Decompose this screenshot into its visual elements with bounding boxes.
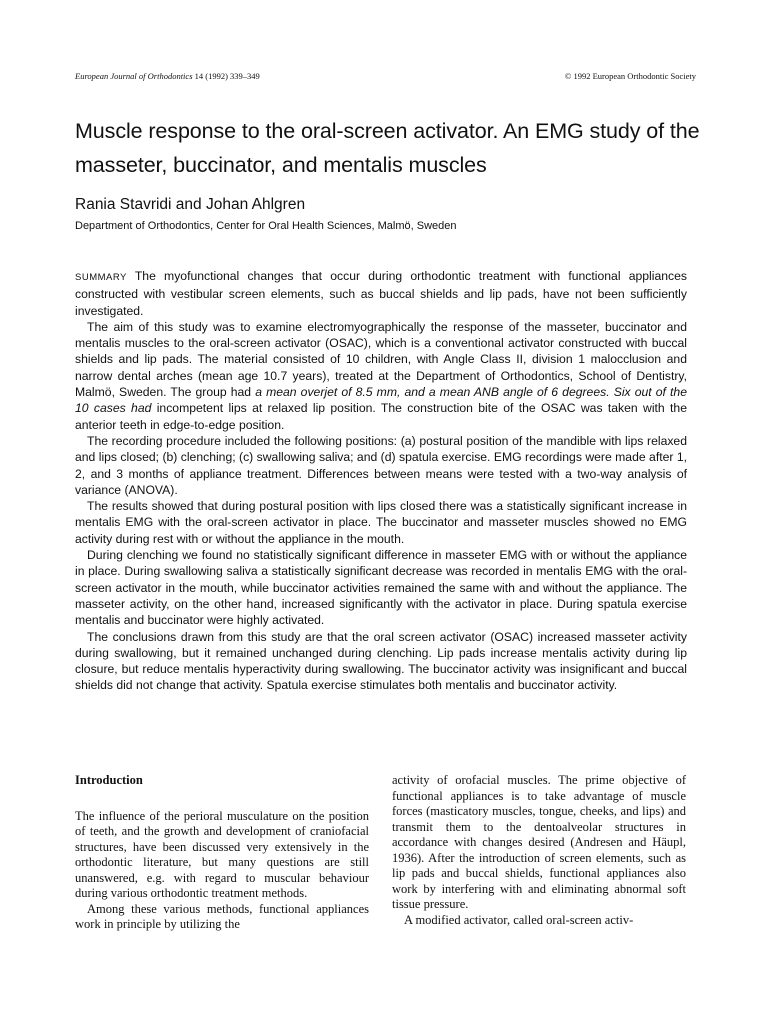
body-paragraph: A modified activator, called oral-screen activ-	[404, 912, 634, 927]
summary-label: SUMMARY	[75, 272, 127, 283]
summary-paragraph	[75, 268, 687, 319]
body-paragraph: activity of orofacial muscles. The prime objective of functional appliances is to take advantage of muscle forces (masticatory muscles, tongue, cheeks, and lips) and transmit them to the dentoalveolar structures in accordance with changes desired (Andresen and Häupl, 1936). After the introduction of screen elements, such as lip pads and buccal shields, functional appliances also work by interfering with and eliminating abnormal soft tissue pressure.	[392, 773, 686, 911]
body-paragraph: The influence of the perioral musculature on the position of teeth, and the growth and development of craniofacial structures, have been discussed very extensively in the orthodontic literature, but many questions are still unanswered, e.g. with regard to muscular behaviour during various orthodontic treatment methods.	[75, 808, 369, 900]
author-affiliation: Department of Orthodontics, Center for Oral Health Sciences, Malmö, Sweden	[75, 220, 457, 232]
summary-text: The myofunctional changes that occur during orthodontic treatment with functional appliances constructed with vestibular screen elements, such as buccal shields and lip pads, have not been sufficiently investigated.	[75, 269, 687, 318]
summary-paragraph: The conclusions drawn from this study are that the oral screen activator (OSAC) increased masseter activity during swallowing, but it remained unchanged during clenching. Lip pads increase mentalis activity during lip closure, but reduce mentalis hyperactivity during swallowing. The buccinator activity was insignificant and buccal shields did not change that activity. Spatula exercise stimulates both mentalis and buccinator activity.	[75, 629, 687, 693]
body-paragraph: Among these various methods, functional appliances work in principle by utilizing the	[75, 901, 369, 931]
summary-paragraph	[75, 319, 687, 433]
journal-name: European Journal of Orthodontics	[75, 71, 193, 81]
section-heading-introduction: Introduction	[75, 773, 143, 787]
summary-paragraph: The results showed that during postural position with lips closed there was a statistically significant increase in mentalis EMG with the oral-screen activator in place. The buccinator and masseter muscles showed no EMG activity during rest with or without the appliance in the mouth.	[75, 499, 687, 546]
summary-paragraph: The recording procedure included the following positions: (a) postural position of the mandible with lips relaxed and lips closed; (b) clenching; (c) swallowing saliva; and (d) spatula exercise. EMG recordings were made after 1, 2, and 3 months of appliance treatment. Differences between means were tested with a two-way analysis of variance (ANOVA).	[75, 433, 687, 497]
summary-text: The aim of this study was to examine electromyographically the response of the masseter, buccinator and mentalis muscles to the oral-screen activator (OSAC), which is a conventional activator constructed with buccal shields and lip pads. The material consisted of 10 children, with Angle Class II, division 1 malocclusion and narrow dental arches (mean age 10.7 years), treated at the Department of Orthodontics, School of Dentistry, Malmö, Sweden. The group had	[75, 319, 687, 400]
article-title: Muscle response to the oral-screen activator. An EMG study of the masseter, buccinator, and mentalis muscles	[75, 119, 700, 177]
summary-emphasis: a mean overjet of 8.5 mm, and a mean ANB angle of 6 degrees. Six out of the 10 cases had	[75, 385, 687, 416]
body-column-right	[392, 773, 686, 928]
article-authors: Rania Stavridi and Johan Ahlgren	[75, 196, 306, 213]
summary-text: incompetent lips at relaxed lip position. The construction bite of the OSAC was taken with the anterior teeth in edge-to-edge position.	[75, 401, 687, 432]
journal-citation: 14 (1992) 339–349	[192, 71, 260, 81]
summary-abstract	[75, 268, 687, 694]
copyright-notice: © 1992 European Orthodontic Society	[564, 71, 696, 81]
running-head	[75, 71, 696, 81]
body-column-left	[75, 773, 369, 933]
summary-paragraph: During clenching we found no statistically significant difference in masseter EMG with or without the appliance in place. During swallowing saliva a statistically significant decrease was recorded in mentalis EMG with the oral-screen activator in the mouth, while buccinator activities remained the same with and without the appliance. The masseter activity, on the other hand, increased significantly with the activator in place. During spatula exercise mentalis and buccinator were highly activated.	[75, 548, 687, 628]
